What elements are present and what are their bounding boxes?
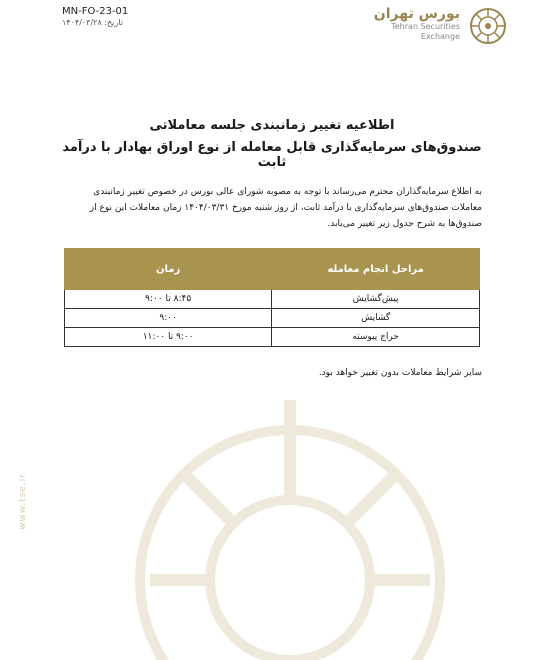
time-cell: ۸:۴۵ تا ۹:۰۰ [65,290,272,309]
schedule-table [64,248,480,347]
time-cell: ۹:۰۰ [65,309,272,328]
notice-title: اطلاعیه تغییر زمانبندی جلسه معاملاتی [149,118,395,133]
watermark-emblem [110,360,470,660]
document-date: تاریخ: ۱۴۰۴/۰۳/۲۸ [62,18,123,27]
logo-en-line2: Exchange [420,32,460,41]
table-header-row [65,249,480,290]
notice-body: به اطلاع سرمایه‌گذاران محترم می‌رساند با توجه به مصوبه شورای عالی بورس در خصوص تغییر زمانبندی معاملات صندوق‌های سرمایه‌گذاری با درآمد ثابت، از روز شنبه مورخ ۱۴۰۴/۰۳/۳۱ زمان معاملات این نوع از صندوق‌ها به شرح جدول زیر تغییر می‌یابد. [89,187,482,229]
header-stage: مراحل انجام معامله [272,249,480,290]
side-website-url: www.tse.ir [18,473,28,530]
header-time: زمان [65,249,272,290]
document-code: MN-FO-23-01 [62,6,129,17]
closing-note: سایر شرایط معاملات بدون تغییر خواهد بود. [318,368,482,378]
tse-emblem-icon [468,6,508,46]
table-row [65,328,480,347]
notice-subtitle: صندوق‌های سرمایه‌گذاری قابل معامله از نوع اوراق بهادار با درآمد ثابت [62,140,482,170]
stage-cell: پیش‌گشایش [272,290,480,309]
logo-fa-text: بورس تهران [373,6,460,22]
stage-cell: حراج پیوسته [272,328,480,347]
logo-en-line1: Tehran Securities [391,22,460,31]
time-cell: ۹:۰۰ تا ۱۱:۰۰ [65,328,272,347]
table-row [65,309,480,328]
table-row [65,290,480,309]
stage-cell: گشایش [272,309,480,328]
tse-logo [358,6,508,50]
